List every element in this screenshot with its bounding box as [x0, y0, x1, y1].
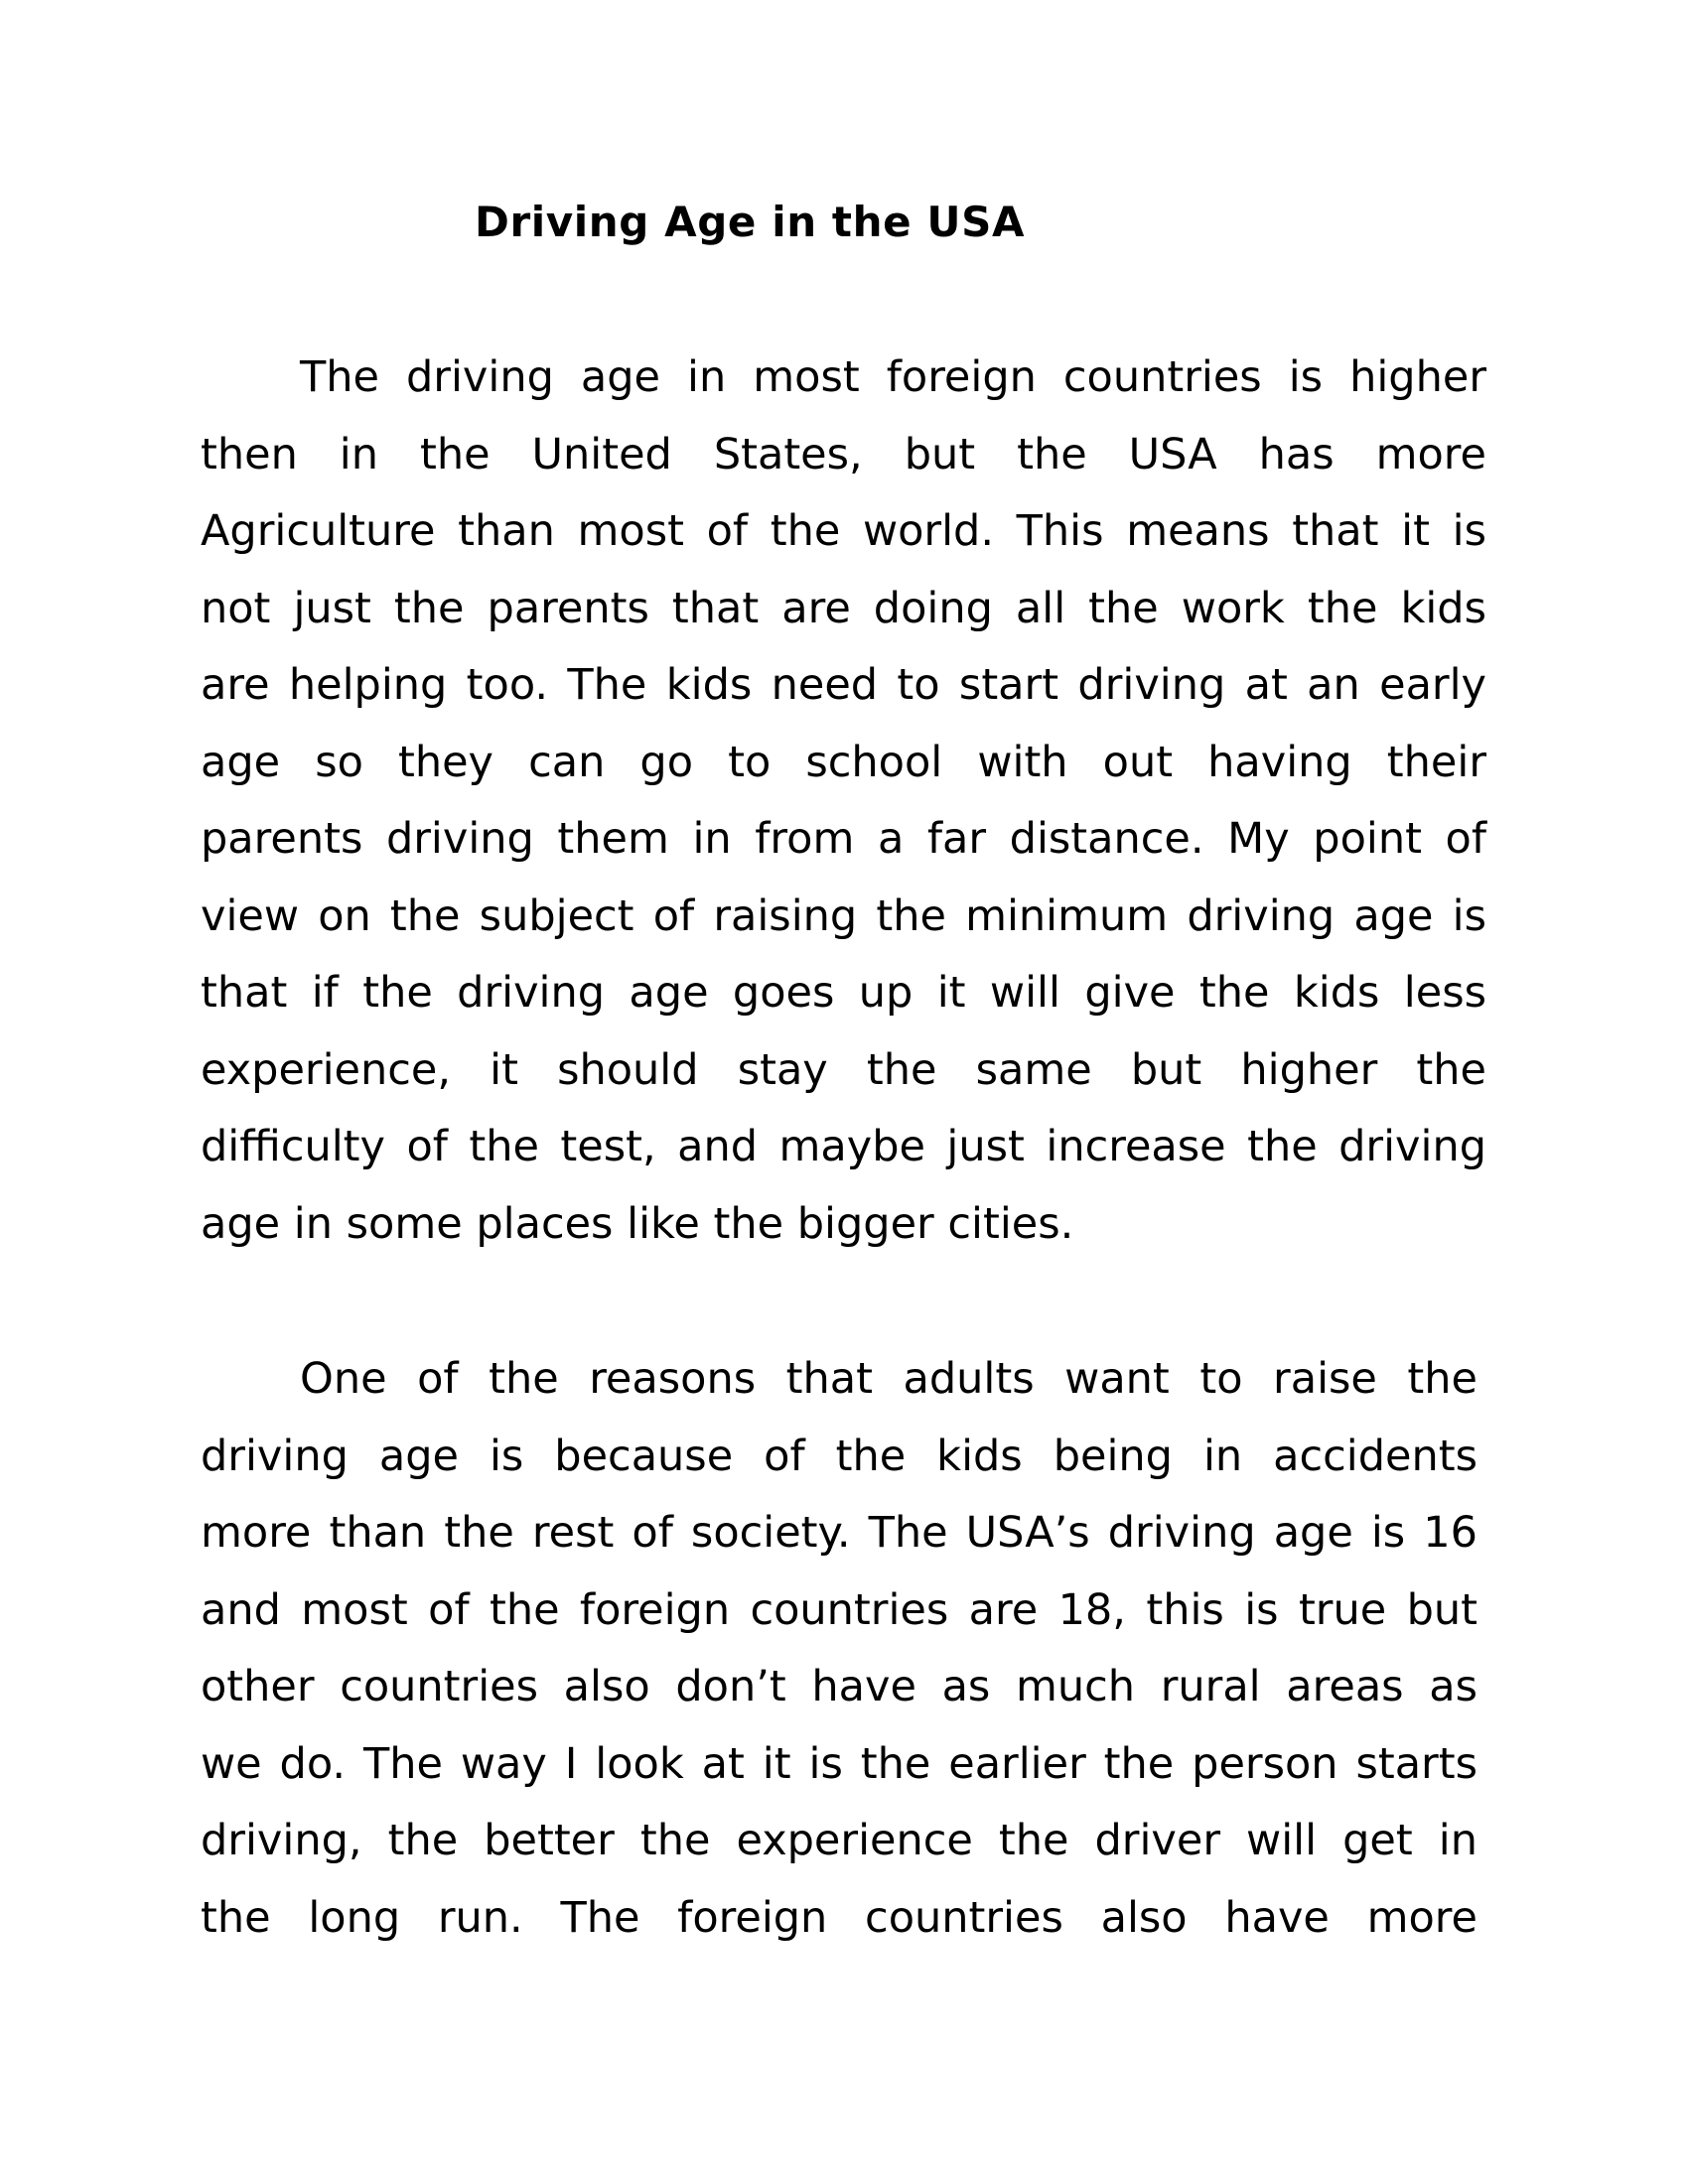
paragraph-line: and most of the foreign countries are 18, this is true but — [201, 1584, 1477, 1635]
document-title: Driving Age in the USA — [475, 198, 1026, 246]
paragraph-line: Agriculture than most of the world. This means that it is — [201, 506, 1486, 556]
paragraph-2 — [201, 1341, 1477, 1957]
paragraph-line: age in some places like the bigger cities. — [201, 1198, 1074, 1249]
paragraph-line: view on the subject of raising the minimum driving age is — [201, 890, 1486, 941]
paragraph-line: we do. The way I look at it is the earlier the person starts — [201, 1738, 1477, 1789]
paragraph-line: driving, the better the experience the driver will get in — [201, 1816, 1477, 1865]
paragraph-line: One of the reasons that adults want to raise the — [300, 1354, 1477, 1404]
paragraph-line: driving age is because of the kids being in accidents — [201, 1431, 1477, 1481]
paragraph-1 — [201, 340, 1486, 1263]
paragraph-line: age so they can go to school with out having their — [201, 737, 1486, 787]
paragraph-line: experience, it should stay the same but higher the — [201, 1044, 1486, 1095]
paragraph-line: more than the rest of society. The USA’s driving age is 16 — [201, 1508, 1477, 1558]
paragraph-line: are helping too. The kids need to start driving at an early — [201, 660, 1486, 710]
paragraph-line: difficulty of the test, and maybe just increase the driving — [201, 1122, 1486, 1171]
paragraph-line: not just the parents that are doing all the work the kids — [201, 583, 1486, 633]
paragraph-line: then in the United States, but the USA has more — [201, 429, 1486, 479]
paragraph-line: that if the driving age goes up it will give the kids less — [201, 968, 1486, 1018]
paragraph-line: The driving age in most foreign countries is higher — [300, 352, 1486, 402]
paragraph-line: other countries also don’t have as much rural areas as — [201, 1662, 1477, 1711]
paragraph-line: parents driving them in from a far distance. My point of — [201, 814, 1486, 864]
paragraph-line: the long run. The foreign countries also have more — [201, 1892, 1477, 1943]
